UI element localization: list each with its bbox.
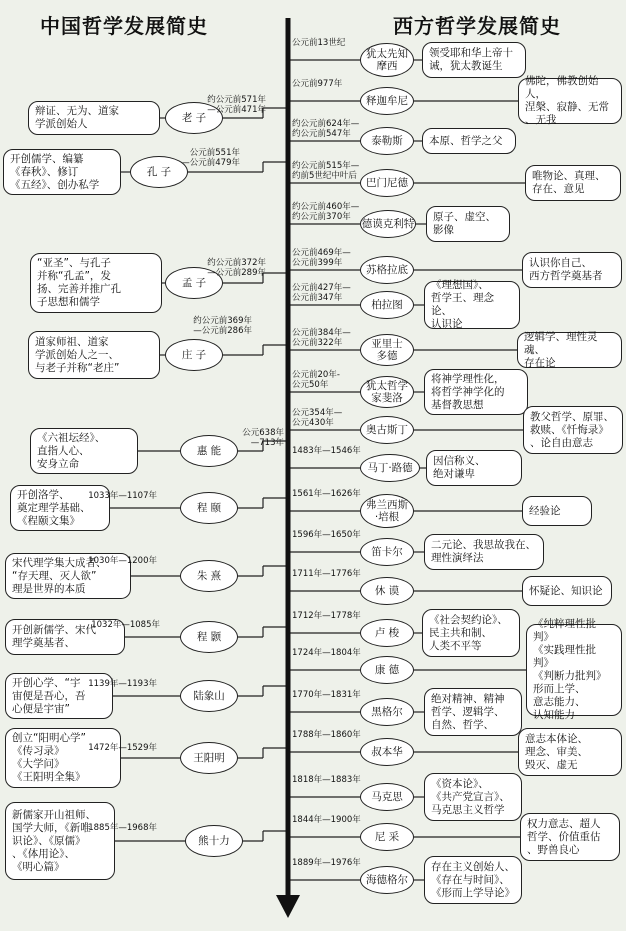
philosopher-node: 犹太哲学 家斐洛: [360, 376, 414, 408]
contribution-box: 经验论: [522, 496, 592, 526]
lifespan-label: 1711年—1776年: [292, 569, 361, 579]
lifespan-label: 1030年—1200年: [88, 556, 157, 566]
philosopher-node: 巴门尼德: [360, 169, 414, 197]
philosopher-node: 德谟克利特: [360, 210, 416, 238]
contribution-box: 认识你自己、 西方哲学奠基者: [522, 252, 622, 288]
philosopher-node: 黑格尔: [360, 698, 414, 726]
philosopher-node: 王阳明: [180, 742, 238, 774]
philosopher-node: 马克思: [360, 783, 414, 811]
lifespan-label: 1472年—1529年: [88, 743, 157, 753]
contribution-box: 将神学理性化， 将哲学神学化的 基督教思想: [424, 369, 528, 415]
philosopher-node: 奥古斯丁: [360, 416, 414, 444]
philosopher-node: 弗兰西斯 ·培根: [360, 494, 414, 528]
philosopher-node: 庄 子: [165, 339, 223, 371]
lifespan-label: 1885年—1968年: [88, 823, 157, 833]
philosopher-node: 程 颐: [180, 492, 238, 524]
philosopher-node: 卢 梭: [360, 619, 414, 647]
lifespan-label: 约公元前515年— 约前5世纪中叶后: [292, 161, 360, 181]
contribution-box: 怀疑论、知识论: [522, 576, 612, 606]
contribution-box: 存在主义创始人、 《存在与时间》、 《形而上学导论》: [424, 856, 522, 904]
lifespan-label: 1889年—1976年: [292, 858, 361, 868]
philosopher-node: 孟 子: [165, 267, 223, 299]
contribution-box: 原子、虚空、 影像: [426, 206, 510, 242]
lifespan-label: 1561年—1626年: [292, 489, 361, 499]
contribution-box: 开创儒学、编纂 《春秋》、修订 《五经》、创办私学: [3, 149, 121, 195]
lifespan-label: 公元前13世纪: [292, 38, 346, 48]
lifespan-label: 公元前427年— 公元前347年: [292, 283, 351, 303]
contribution-box: 创立“阳明心学” 《传习录》 《大学问》 《王阳明全集》: [5, 728, 121, 788]
philosopher-node: 柏拉图: [360, 291, 414, 319]
philosopher-node: 尼 采: [360, 823, 414, 851]
contribution-box: 二元论、我思故我在、 理性演绎法: [424, 534, 544, 570]
lifespan-label: 公元前384年— 公元前322年: [292, 328, 351, 348]
timeline-arrowhead: [276, 895, 300, 918]
contribution-box: 唯物论、真理、 存在、意见: [525, 165, 621, 201]
philosopher-node: 朱 熹: [180, 560, 238, 592]
contribution-box: 宋代理学集大成者、 “存天理、灭人欲” 理是世界的本质: [5, 553, 131, 599]
lifespan-label: 公元354年— 公元430年: [292, 408, 343, 428]
contribution-box: 逻辑学、理性灵魂、 存在论: [517, 332, 622, 368]
philosopher-node: 孔 子: [130, 156, 188, 188]
philosopher-node: 陆象山: [180, 680, 238, 712]
lifespan-label: 1770年—1831年: [292, 690, 361, 700]
philosopher-node: 程 颢: [180, 621, 238, 653]
philosopher-node: 苏格拉底: [360, 256, 414, 284]
lifespan-label: 1844年—1900年: [292, 815, 361, 825]
philosopher-node: 泰勒斯: [360, 127, 414, 155]
lifespan-label: 1724年—1804年: [292, 648, 361, 658]
lifespan-label: 约公元前460年— 约公元前370年: [292, 202, 360, 222]
philosopher-node: 马丁·路德: [360, 454, 420, 482]
philosopher-node: 释迦牟尼: [360, 87, 414, 115]
contribution-box: 《纯粹理性批判》 《实践理性批判》 《判断力批判》 形而上学、 意志能力、 认知能力: [526, 624, 622, 716]
philosopher-node: 老 子: [165, 102, 223, 134]
lifespan-label: 约公元前369年 —公元前286年: [193, 316, 252, 336]
contribution-box: 开创洛学、 奠定理学基础、 《程颐文集》: [10, 485, 110, 531]
lifespan-label: 1139年—1193年: [88, 679, 157, 689]
contribution-box: 《六祖坛经》、 直指人心、 安身立命: [30, 428, 138, 474]
contribution-box: 道家师祖、道家 学派创始人之一、 与老子并称“老庄”: [28, 331, 160, 379]
china-title: 中国哲学发展简史: [40, 14, 208, 38]
contribution-box: 权力意志、超人 哲学、价值重估 、野兽良心: [520, 813, 620, 861]
lifespan-label: 约公元前624年— 约公元前547年: [292, 119, 360, 139]
lifespan-label: 1712年—1778年: [292, 611, 361, 621]
lifespan-label: 1788年—1860年: [292, 730, 361, 740]
contribution-box: 佛陀，佛教创始人， 涅槃、寂静、无常 、无我: [518, 78, 622, 124]
lifespan-label: 公元前551年 —公元前479年: [181, 148, 240, 168]
philosopher-node: 亚里士 多德: [360, 334, 414, 366]
contribution-box: 教父哲学、原罪、 救赎、《忏悔录》 、论自由意志: [523, 406, 623, 454]
contribution-box: 开创心学、“宇 宙便是吾心，吾 心便是宇宙”: [5, 673, 113, 719]
lifespan-label: 公元前469年— 公元前399年: [292, 248, 351, 268]
contribution-box: “亚圣”、与孔子 并称“孔孟”，发 扬、完善并推广孔 子思想和儒学: [30, 253, 162, 313]
lifespan-label: 1818年—1883年: [292, 775, 361, 785]
contribution-box: 《理想国》、 哲学王、理念论、 认识论: [424, 281, 520, 329]
contribution-box: 新儒家开山祖师、 国学大师，《新唯 识论》、《原儒》 、《体用论》、 《明心篇》: [5, 802, 115, 880]
lifespan-label: 1033年—1107年: [88, 491, 157, 501]
contribution-box: 因信称义、 绝对谦卑: [426, 450, 522, 486]
philosopher-node: 康 德: [360, 656, 414, 684]
philosopher-node: 笛卡尔: [360, 538, 414, 566]
lifespan-label: 公元前977年: [292, 79, 343, 89]
philosopher-node: 叔本华: [360, 738, 414, 766]
contribution-box: 本原、哲学之父: [422, 128, 516, 154]
lifespan-label: 约公元前372年 —公元前289年: [207, 258, 266, 278]
contribution-box: 意志本体论、 理念、审美、 毁灭、虚无: [518, 728, 622, 776]
lifespan-label: 约公元前571年 —公元前471年: [207, 95, 266, 115]
lifespan-label: 1483年—1546年: [292, 446, 361, 456]
contribution-box: 辩证、无为、道家 学派创始人: [28, 101, 160, 135]
contribution-box: 《资本论》、 《共产党宣言》、 马克思主义哲学: [424, 773, 522, 821]
lifespan-label: 1596年—1650年: [292, 530, 361, 540]
philosopher-node: 海德格尔: [360, 866, 414, 894]
lifespan-label: 公元638年 —713年: [242, 428, 284, 448]
contribution-box: 领受耶和华上帝十 诫，犹太教诞生: [422, 42, 526, 78]
lifespan-label: 公元前20年- 公元50年: [292, 370, 340, 390]
lifespan-label: 1032年—1085年: [91, 620, 160, 630]
philosopher-node: 惠 能: [180, 435, 238, 467]
contribution-box: 绝对精神、精神 哲学、逻辑学、 自然、哲学、: [424, 688, 522, 736]
west-title: 西方哲学发展简史: [393, 14, 561, 38]
contribution-box: 《社会契约论》、 民主共和制、 人类不平等: [422, 609, 520, 657]
philosopher-node: 熊十力: [185, 825, 243, 857]
philosopher-node: 休 谟: [360, 577, 414, 605]
philosopher-node: 犹太先知 摩西: [360, 43, 414, 77]
contribution-box: 开创新儒学、宋代 理学奠基者、: [5, 619, 125, 655]
